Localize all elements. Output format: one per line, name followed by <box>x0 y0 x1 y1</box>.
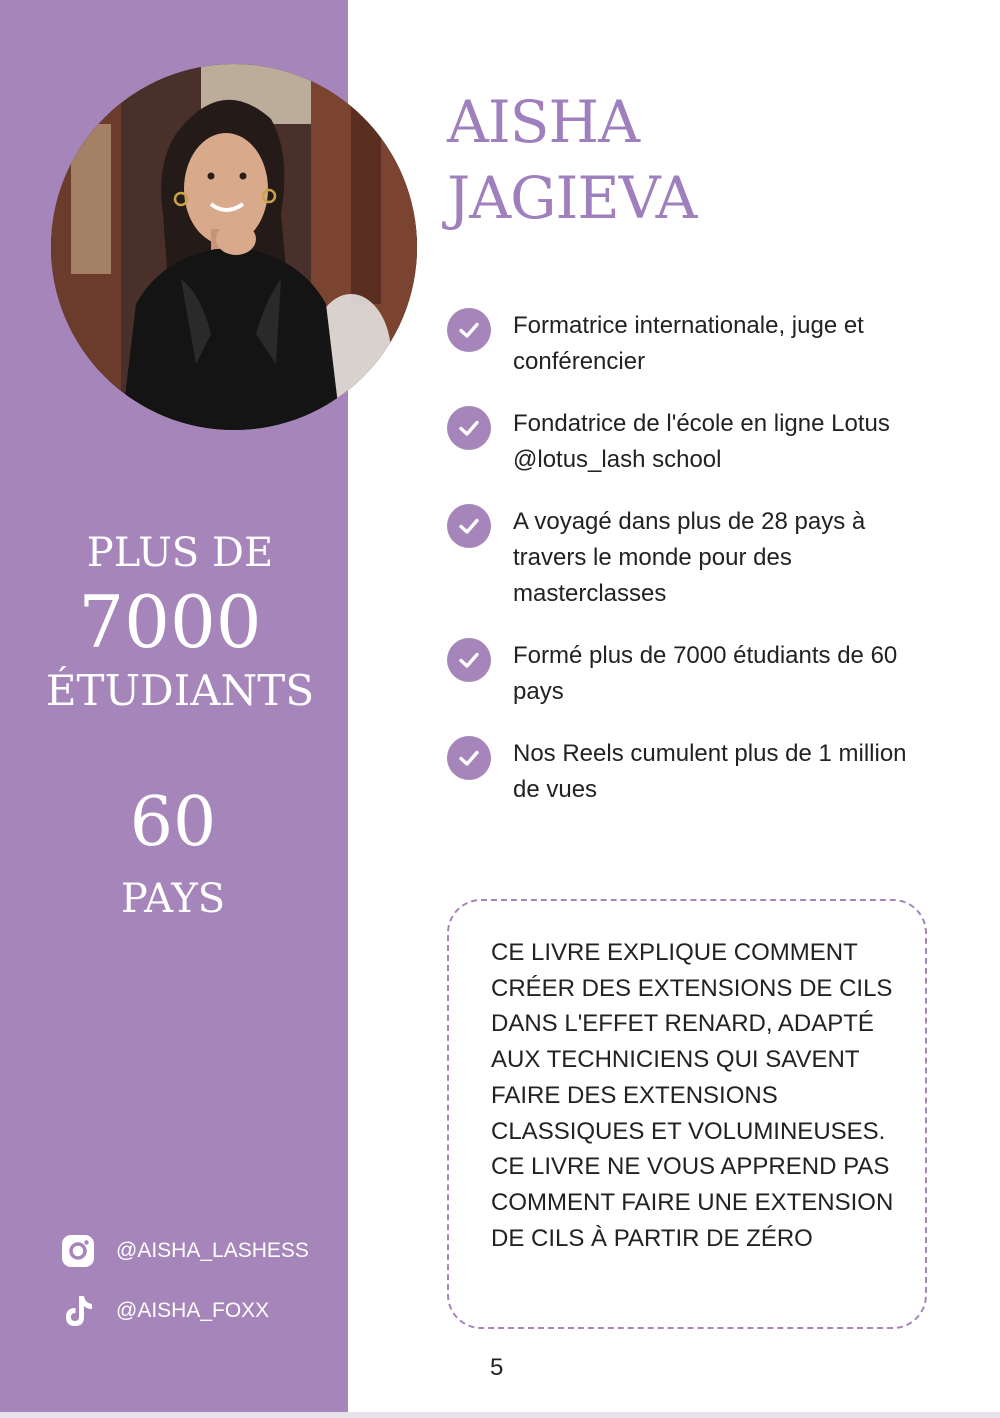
social-tiktok[interactable] <box>60 1293 269 1329</box>
instagram-handle: @AISHA_LASHESS <box>116 1239 309 1262</box>
list-item <box>447 736 967 808</box>
sidebar-panel <box>0 0 348 1418</box>
bullet-list <box>447 308 967 834</box>
stat-label-plus-de: PLUS DE <box>86 530 274 576</box>
check-icon <box>447 736 491 780</box>
bullet-text: Formatrice internationale, juge et conférencier <box>513 312 864 375</box>
social-instagram[interactable] <box>60 1233 309 1269</box>
list-item <box>447 308 967 380</box>
author-photo <box>51 64 417 430</box>
check-icon <box>447 638 491 682</box>
instagram-icon <box>60 1233 96 1269</box>
tiktok-handle: @AISHA_FOXX <box>116 1299 270 1322</box>
page-number: 5 <box>490 1354 504 1381</box>
check-icon <box>447 504 491 548</box>
list-item <box>447 406 967 478</box>
page-bottom-edge <box>0 1412 1000 1418</box>
author-first-name: AISHA <box>447 88 639 156</box>
bullet-text: Fondatrice de l'école en ligne Lotus @lotus_lash school <box>513 410 890 473</box>
list-item <box>447 638 967 710</box>
bullet-text: Nos Reels cumulent plus de 1 million de vues <box>513 740 907 803</box>
tiktok-icon <box>60 1293 96 1329</box>
stat-countries-count: 60 <box>129 783 217 862</box>
book-note-box: CE LIVRE EXPLIQUE COMMENT CRÉER DES EXTENSIONS DE CILS DANS L'EFFET RENARD, ADAPTÉ AUX TECHNICIENS QUI SAVENT FAIRE DES EXTENSIONS CLASSIQUES ET VOLUMINEUSES. CE LIVRE NE VOUS APPREND PAS COMMENT FAIRE UNE EXTENSION DE CILS À PARTIR DE ZÉRO <box>447 899 927 1329</box>
bullet-text: Formé plus de 7000 étudiants de 60 pays <box>513 642 898 705</box>
bullet-text: A voyagé dans plus de 28 pays à travers le monde pour des masterclasses <box>513 508 866 607</box>
list-item <box>447 504 967 612</box>
author-name <box>447 84 967 236</box>
check-icon <box>447 406 491 450</box>
author-last-name: JAGIEVA <box>447 164 697 232</box>
check-icon <box>447 308 491 352</box>
stat-countries-label: PAYS <box>120 876 226 922</box>
stat-students-label: ÉTUDIANTS <box>45 666 315 715</box>
stat-students-count: 7000 <box>78 580 262 664</box>
